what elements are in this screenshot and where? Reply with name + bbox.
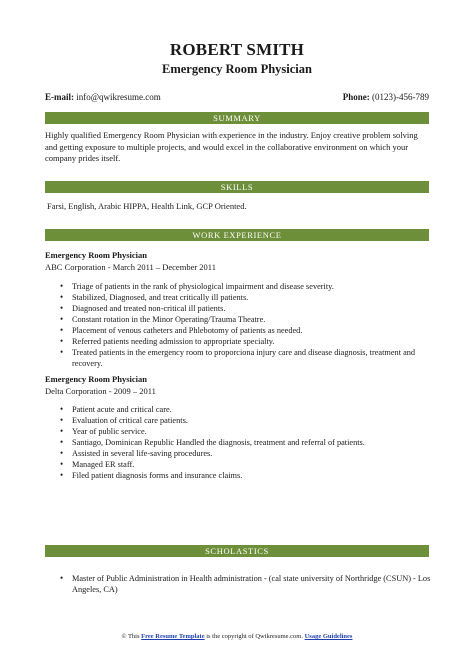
job-2-bullets xyxy=(58,404,437,481)
summary-text: Highly qualified Emergency Room Physician with experience in the industry. Enjoy creative problem solving and getting exposure to multiple projects, and would excel in the collaborative environment on which your company prides itself. xyxy=(45,130,418,163)
list-item: • Placement of venous catheters and Phlebotomy of patients as needed. xyxy=(72,325,437,336)
copyright-footer xyxy=(0,633,474,640)
email-value[interactable]: info@qwikresume.com xyxy=(76,92,161,102)
list-item: • Managed ER staff. xyxy=(72,459,437,470)
footer-middle: is the copyright of Qwikresume.com. xyxy=(206,633,303,640)
list-item: • Triage of patients in the rank of physiological impairment and disease severity. xyxy=(72,281,437,292)
usage-guidelines-link[interactable]: Usage Guidelines xyxy=(304,633,353,640)
list-item: • Diagnosed and treated non-critical ill patients. xyxy=(72,303,437,314)
list-item: • Constant rotation in the Minor Operating/Trauma Theatre. xyxy=(72,314,437,325)
list-item: • Stabilized, Diagnosed, and treat critically ill patients. xyxy=(72,292,437,303)
skills-text: Farsi, English, Arabic HIPPA, Health Link, GCP Oriented. xyxy=(47,201,247,211)
job-1-company: ABC Corporation - March 2011 – December 2011 xyxy=(45,262,216,272)
phone-label: Phone: xyxy=(342,92,370,102)
list-item: • Referred patients needing admission to appropriate specialty. xyxy=(72,336,437,347)
list-item: • Year of public service. xyxy=(72,426,437,437)
phone-contact xyxy=(343,92,429,102)
summary-section-header: SUMMARY xyxy=(45,112,429,124)
list-item: • Patient acute and critical care. xyxy=(72,404,437,415)
candidate-role: Emergency Room Physician xyxy=(162,62,312,76)
email-contact xyxy=(45,92,161,102)
job-2-company: Delta Corporation - 2009 – 2011 xyxy=(45,386,156,396)
phone-value: (0123)-456-789 xyxy=(372,92,429,102)
footer-prefix: © This xyxy=(121,633,140,640)
list-item: • Evaluation of critical care patients. xyxy=(72,415,437,426)
list-item: • Filed patient diagnosis forms and insurance claims. xyxy=(72,470,437,481)
email-label: E-mail: xyxy=(45,92,74,102)
list-item: • Treated patients in the emergency room to proporciona injury care and disease diagnosis, treatment and recovery. xyxy=(72,347,437,369)
job-2-title: Emergency Room Physician xyxy=(45,374,147,384)
free-resume-template-link[interactable]: Free Resume Template xyxy=(141,633,205,640)
list-item: • Santiago, Dominican Republic Handled the diagnosis, treatment and referral of patients. xyxy=(72,437,437,448)
list-item: • Master of Public Administration in Health administration - (cal state university of Northridge (CSUN) - Los Angeles, CA) xyxy=(72,573,432,595)
experience-section-header: WORK EXPERIENCE xyxy=(45,229,429,241)
list-item: • Assisted in several life-saving procedures. xyxy=(72,448,437,459)
candidate-name: ROBERT SMITH xyxy=(169,40,305,59)
job-1-title: Emergency Room Physician xyxy=(45,250,147,260)
scholastics-section-header: SCHOLASTICS xyxy=(45,545,429,557)
job-1-bullets xyxy=(58,281,437,369)
scholastics-list xyxy=(58,573,432,595)
skills-section-header: SKILLS xyxy=(45,181,429,193)
